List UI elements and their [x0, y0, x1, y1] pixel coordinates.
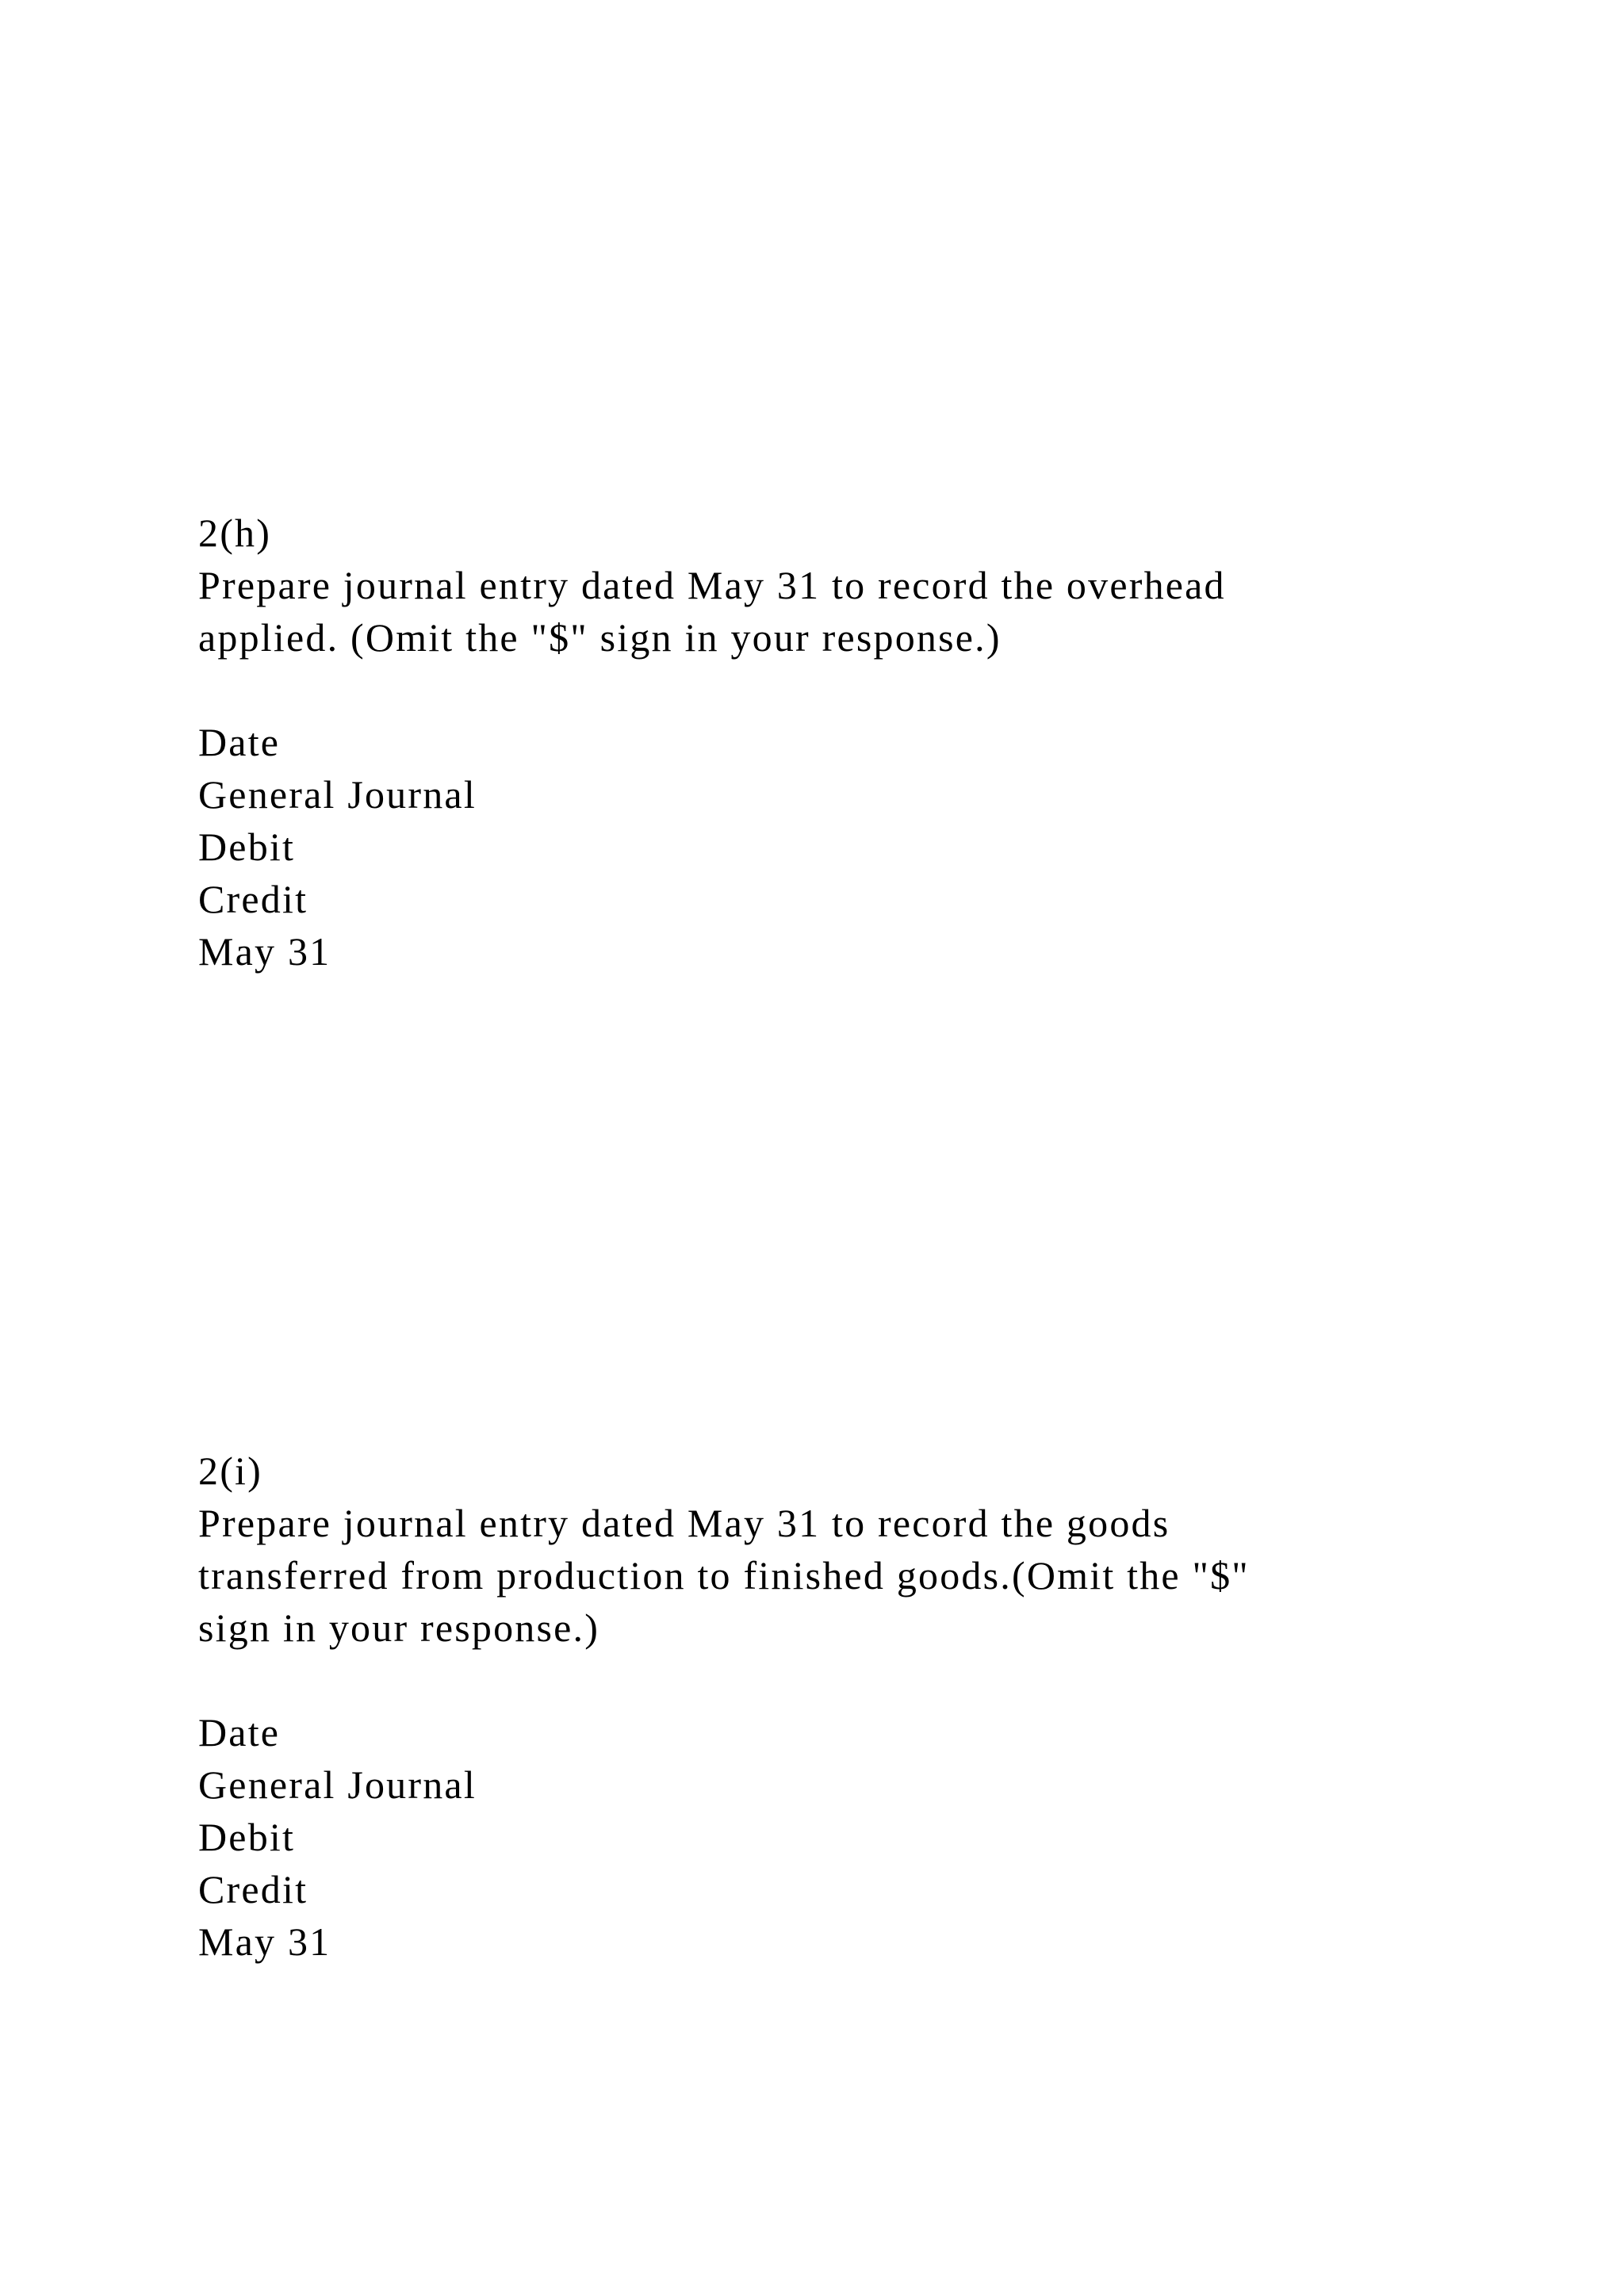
column-header-general-journal: General Journal	[198, 1762, 477, 1807]
question-prompt-line: applied. (Omit the "$" sign in your response.)	[198, 615, 1002, 660]
question-prompt-line: sign in your response.)	[198, 1605, 600, 1650]
entry-date: May 31	[198, 1919, 331, 1964]
entry-date: May 31	[198, 929, 331, 974]
spacer	[198, 664, 1467, 716]
question-2i	[198, 1445, 1467, 1968]
question-label: 2(h)	[198, 511, 272, 555]
column-header-date: Date	[198, 1710, 281, 1755]
column-header-date: Date	[198, 720, 281, 764]
question-label: 2(i)	[198, 1448, 262, 1493]
question-prompt-line: Prepare journal entry dated May 31 to record the overhead	[198, 563, 1226, 607]
question-prompt-line: transferred from production to finished goods.(Omit the "$"	[198, 1553, 1250, 1598]
column-header-general-journal: General Journal	[198, 772, 477, 817]
column-header-credit: Credit	[198, 1867, 308, 1911]
column-header-debit: Debit	[198, 1815, 296, 1859]
spacer	[198, 1654, 1467, 1706]
question-2h	[198, 507, 1467, 978]
column-header-debit: Debit	[198, 825, 296, 869]
column-header-credit: Credit	[198, 877, 308, 921]
question-prompt-line: Prepare journal entry dated May 31 to record the goods	[198, 1501, 1170, 1545]
